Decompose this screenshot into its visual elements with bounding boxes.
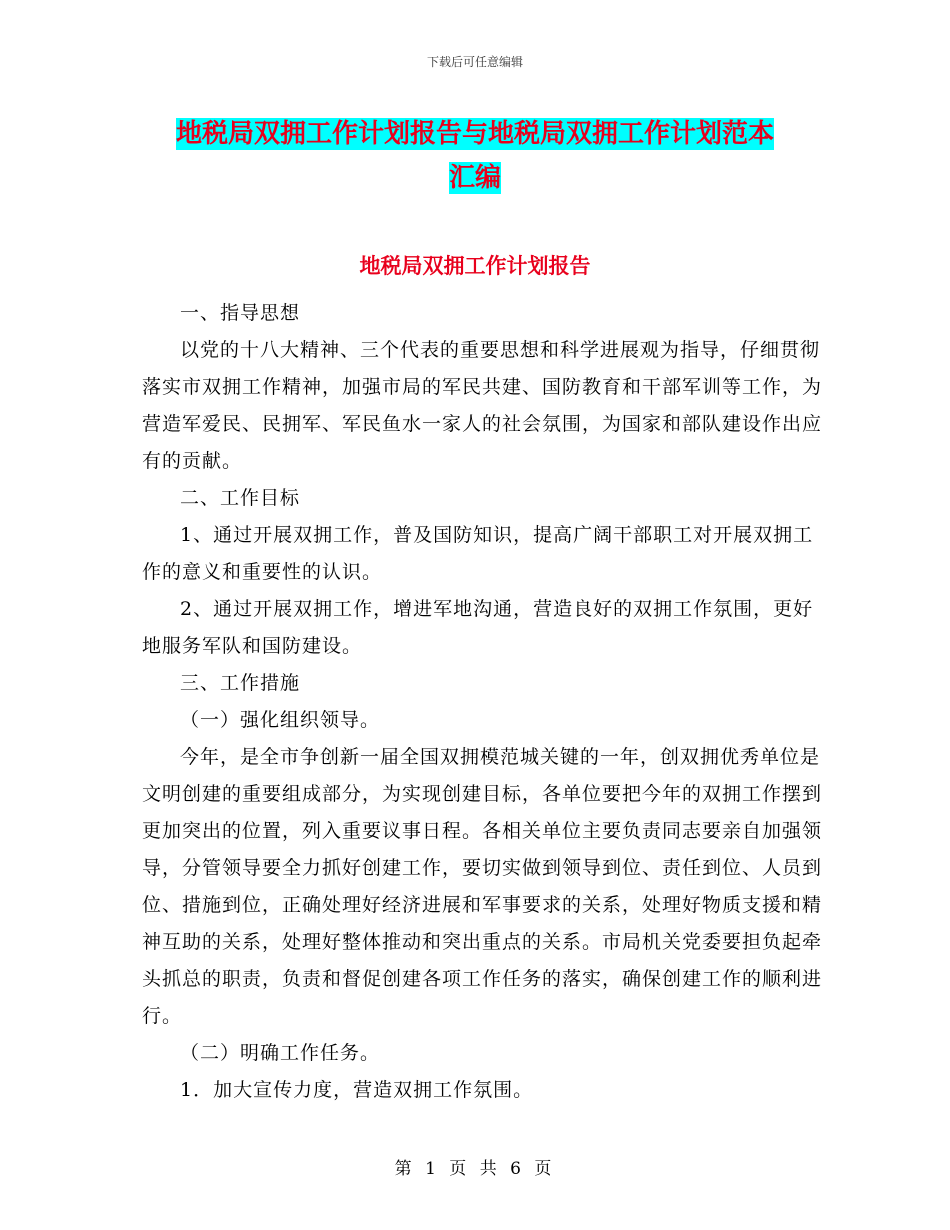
paragraph-measure-2-item-1: 1．加大宣传力度，营造双拥工作氛围。 — [180, 1079, 534, 1101]
page-number: 第 1 页 共 6 页 — [394, 1159, 556, 1179]
paragraph-guiding-body: 以党的十八大精神、三个代表的重要思想和科学进展观为指导，仔细贯彻落实市双拥工作精神，加强市局的军民共建、国防教育和干部军训等工作，为营造军爱民、民拥军、军民鱼水一家人的社会氛围，为国家和部队建设作出应有的贡献。 — [142, 339, 823, 472]
header-note: 下载后可任意编辑 — [426, 55, 523, 69]
paragraph-goal-2: 2、通过开展双拥工作，增进军地沟通，营造良好的双拥工作氛围，更好地服务军队和国防建设。 — [142, 598, 814, 657]
paragraph-measures-heading: 三、工作措施 — [180, 672, 301, 694]
paragraph-goals-heading: 二、工作目标 — [180, 487, 301, 509]
paragraph-measure-1-body: 今年，是全市争创新一届全国双拥模范城关键的一年，创双拥优秀单位是文明创建的重要组成部分，为实现创建目标，各单位要把今年的双拥工作摆到更加突出的位置，列入重要议事日程。各相关单位主要负责同志要亲自加强领导，分管领导要全力抓好创建工作，要切实做到领导到位、责任到位、人员到位、措施到位，正确处理好经济进展和军事要求的关系，处理好物质支援和精神互助的关系，处理好整体推动和突出重点的关系。市局机关党委要担负起牵头抓总的职责，负责和督促创建各项工作任务的落实，确保创建工作的顺利进行。 — [142, 746, 823, 1027]
section-title: 地税局双拥工作计划报告 — [359, 254, 591, 278]
main-title-line-1 — [0, 113, 950, 150]
paragraph-measure-2-heading: （二）明确工作任务。 — [180, 1042, 381, 1064]
main-title-text-2: 汇编 — [448, 163, 501, 193]
paragraph-measure-1-heading: （一）强化组织领导。 — [180, 709, 381, 731]
paragraph-goal-1: 1、通过开展双拥工作，普及国防知识，提高广阔干部职工对开展双拥工作的意义和重要性的认识。 — [142, 524, 814, 583]
body-text — [142, 295, 822, 1109]
paragraph-guiding-heading: 一、指导思想 — [180, 302, 301, 324]
main-title-line-2 — [0, 157, 950, 194]
main-title-text-1: 地税局双拥工作计划报告与地税局双拥工作计划范本 — [175, 119, 774, 149]
